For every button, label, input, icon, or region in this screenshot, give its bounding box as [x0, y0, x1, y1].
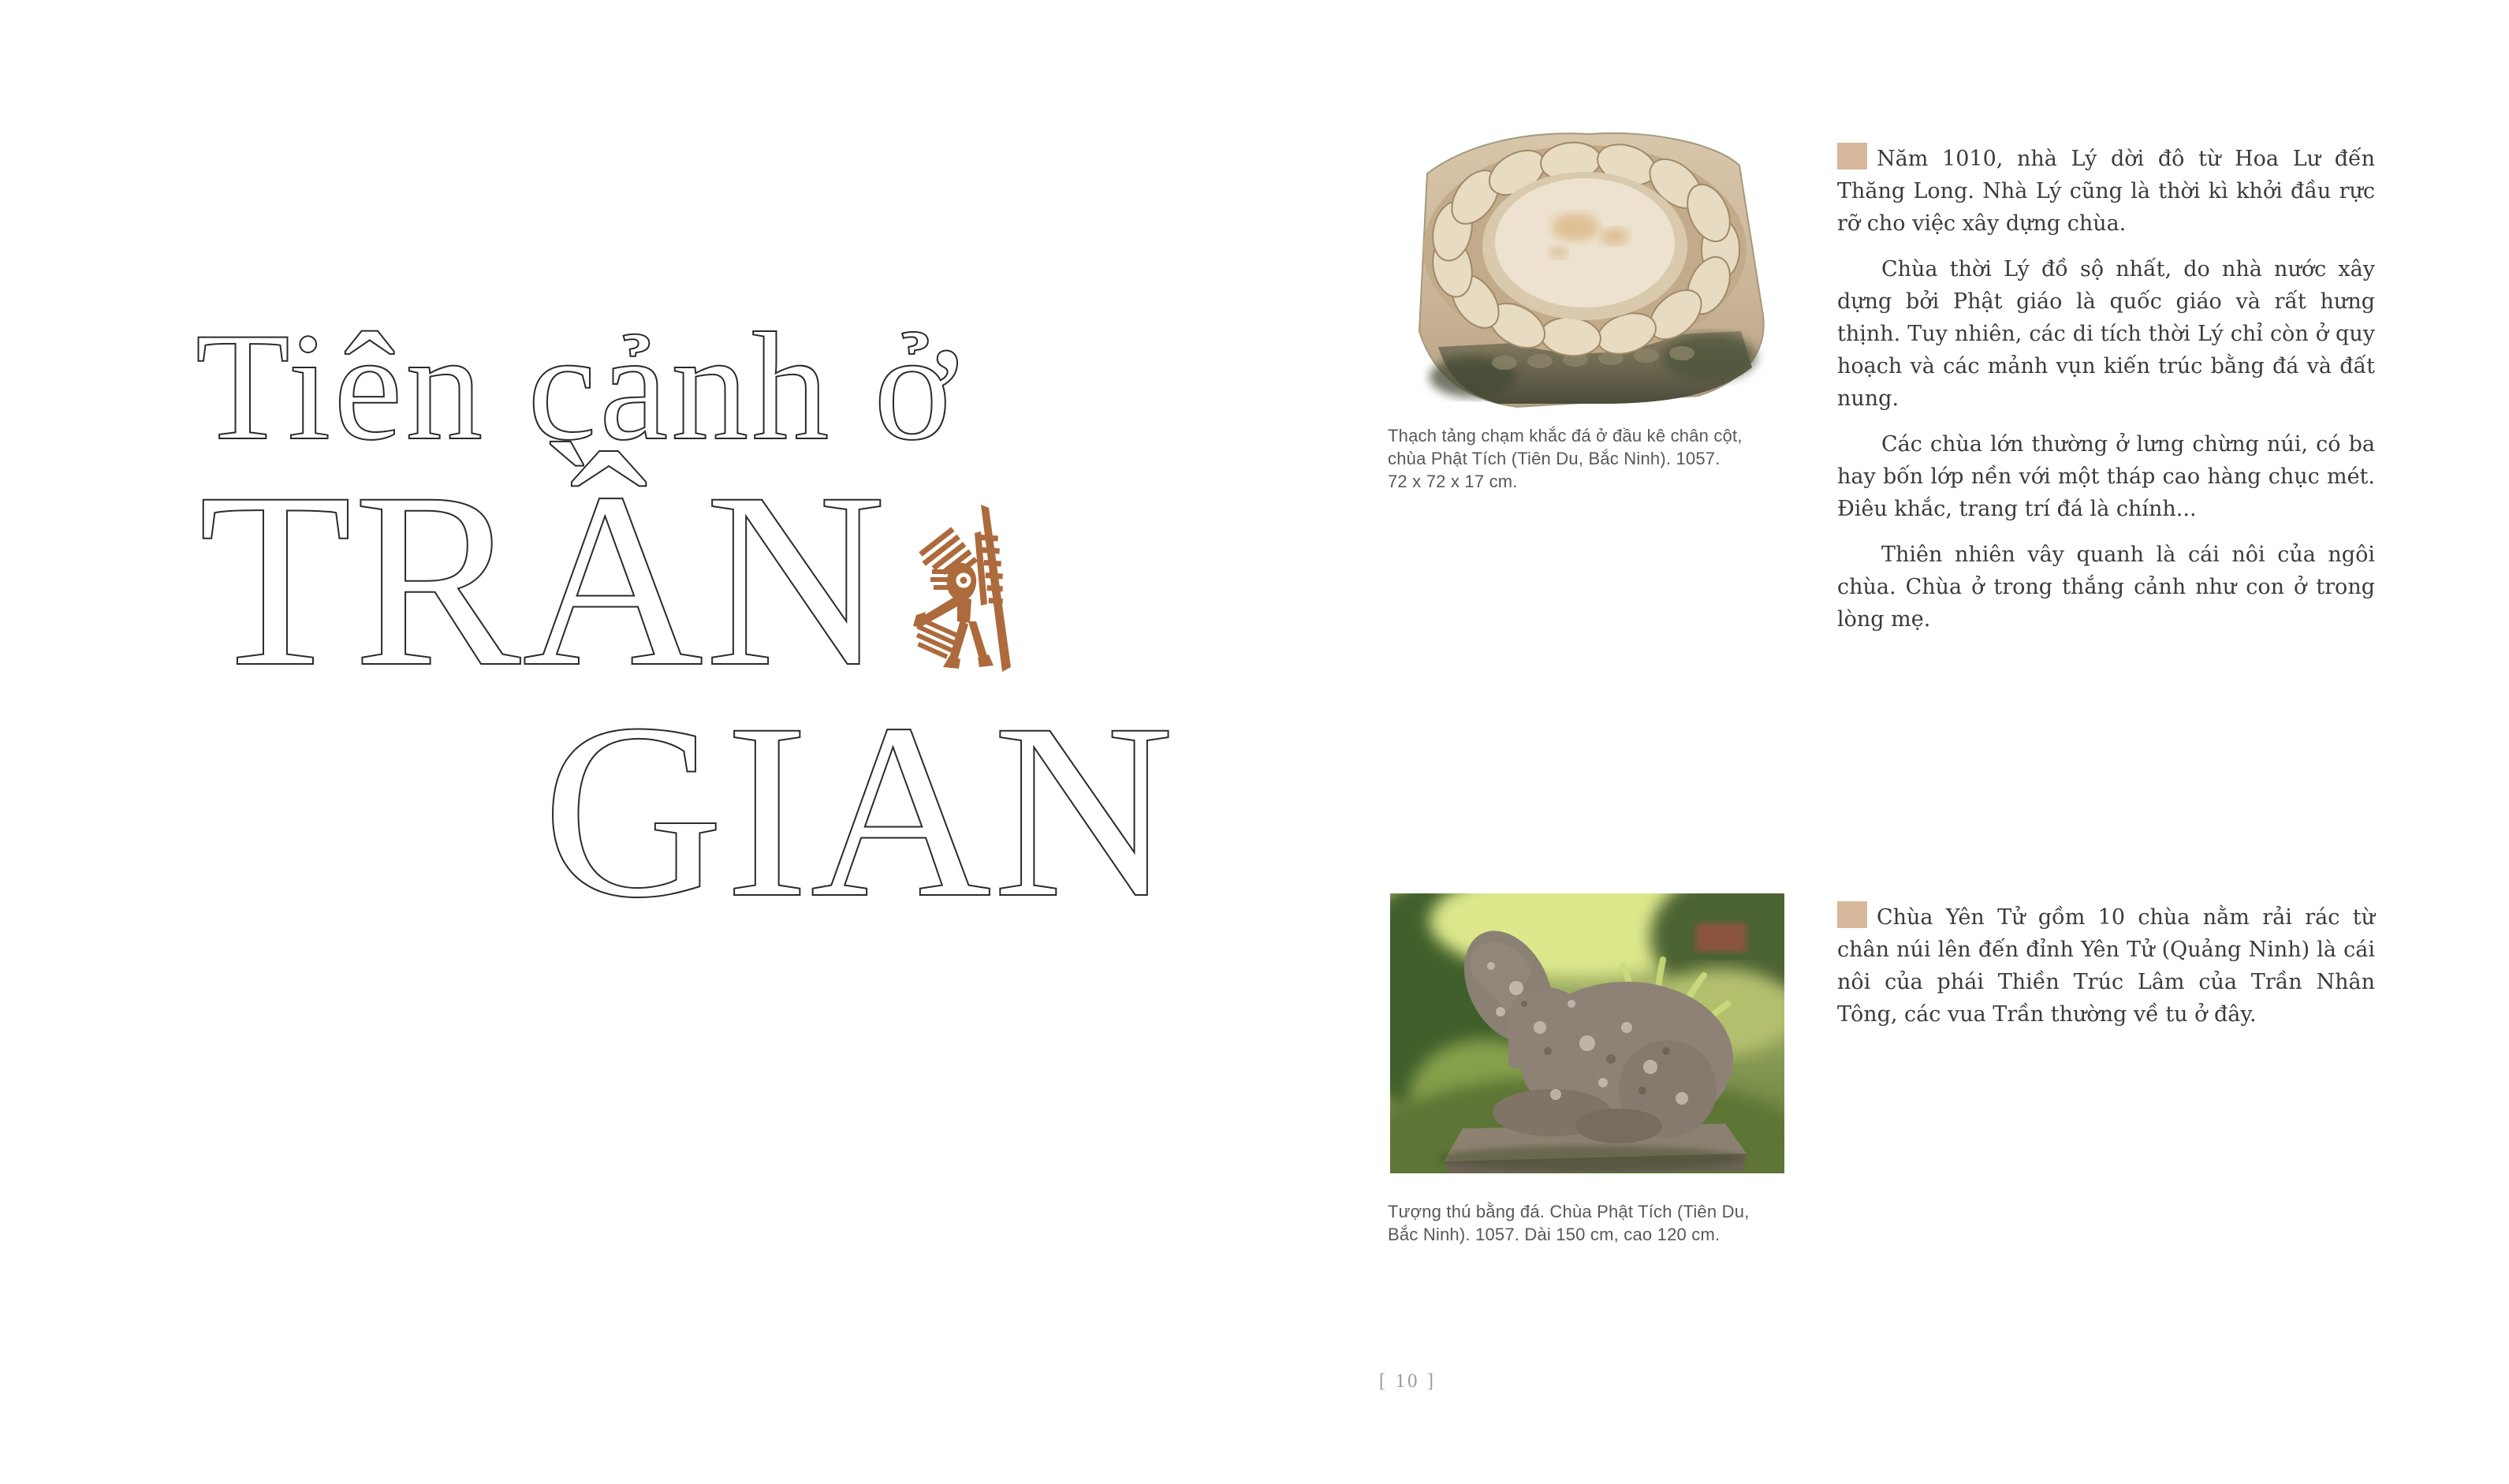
section-marker-square [1837, 901, 1867, 928]
paragraph [1837, 901, 2375, 1031]
caption-line: Thạch tảng chạm khắc đá ở đầu kê chân cột, [1388, 426, 1743, 446]
page-number: [ 10 ] [1378, 1370, 1437, 1392]
chapter-title-line1: Tiên cảnh ở [196, 301, 959, 472]
caption-line: Bắc Ninh). 1057. Dài 150 cm, cao 120 cm. [1388, 1225, 1721, 1244]
paragraph: Thiên nhiên vây quanh là cái nôi của ngôi chùa. Chùa ở trong thắng cảnh như con ở trong lòng mẹ. [1837, 543, 2375, 632]
chapter-title-line3: GIAN [542, 672, 1176, 949]
figure-caption [1388, 424, 1743, 493]
caption-line: Tượng thú bằng đá. Chùa Phật Tích (Tiên Du, [1388, 1202, 1750, 1221]
paragraph-text: Năm 1010, nhà Lý dời đô từ Hoa Lư đến Thăng Long. Nhà Lý cũng là thời kì khởi đầu rực rỡ cho việc xây dựng chùa. [1837, 147, 2375, 236]
caption-line: chùa Phật Tích (Tiên Du, Bắc Ninh). 1057. [1388, 449, 1721, 468]
body-column-2 [1837, 901, 2375, 1044]
body-column-1 [1837, 143, 2375, 649]
paragraph: Chùa thời Lý đồ sộ nhất, do nhà nước xây dựng bởi Phật giáo là quốc giáo và rất hưng thịnh. Tuy nhiên, các di tích thời Lý chỉ còn ở quy hoạch và các mảnh vụn kiến trúc bằng đá và đất nung. [1837, 257, 2375, 411]
statue-photo [1390, 893, 1784, 1173]
pedestal-photo [1378, 117, 1792, 432]
dong-son-dancer-icon [905, 503, 1016, 677]
section-marker-square [1837, 143, 1867, 170]
paragraph: Các chùa lớn thường ở lưng chừng núi, có ba hay bốn lớp nền với một tháp cao hàng chục mét. Điêu khắc, trang trí đá là chính... [1837, 432, 2375, 521]
figure-caption [1388, 1200, 1749, 1246]
paragraph-text: Chùa Yên Tử gồm 10 chùa nằm rải rác từ chân núi lên đến đỉnh Yên Tử (Quảng Ninh) là cái nôi của phái Thiền Trúc Lâm của Trần Nhân Tông, các vua Trần thường về tu ở đây. [1837, 905, 2375, 1027]
chapter-title-line2: TRẦN [199, 441, 888, 718]
caption-line: 72 x 72 x 17 cm. [1388, 472, 1518, 491]
paragraph [1837, 143, 2375, 240]
